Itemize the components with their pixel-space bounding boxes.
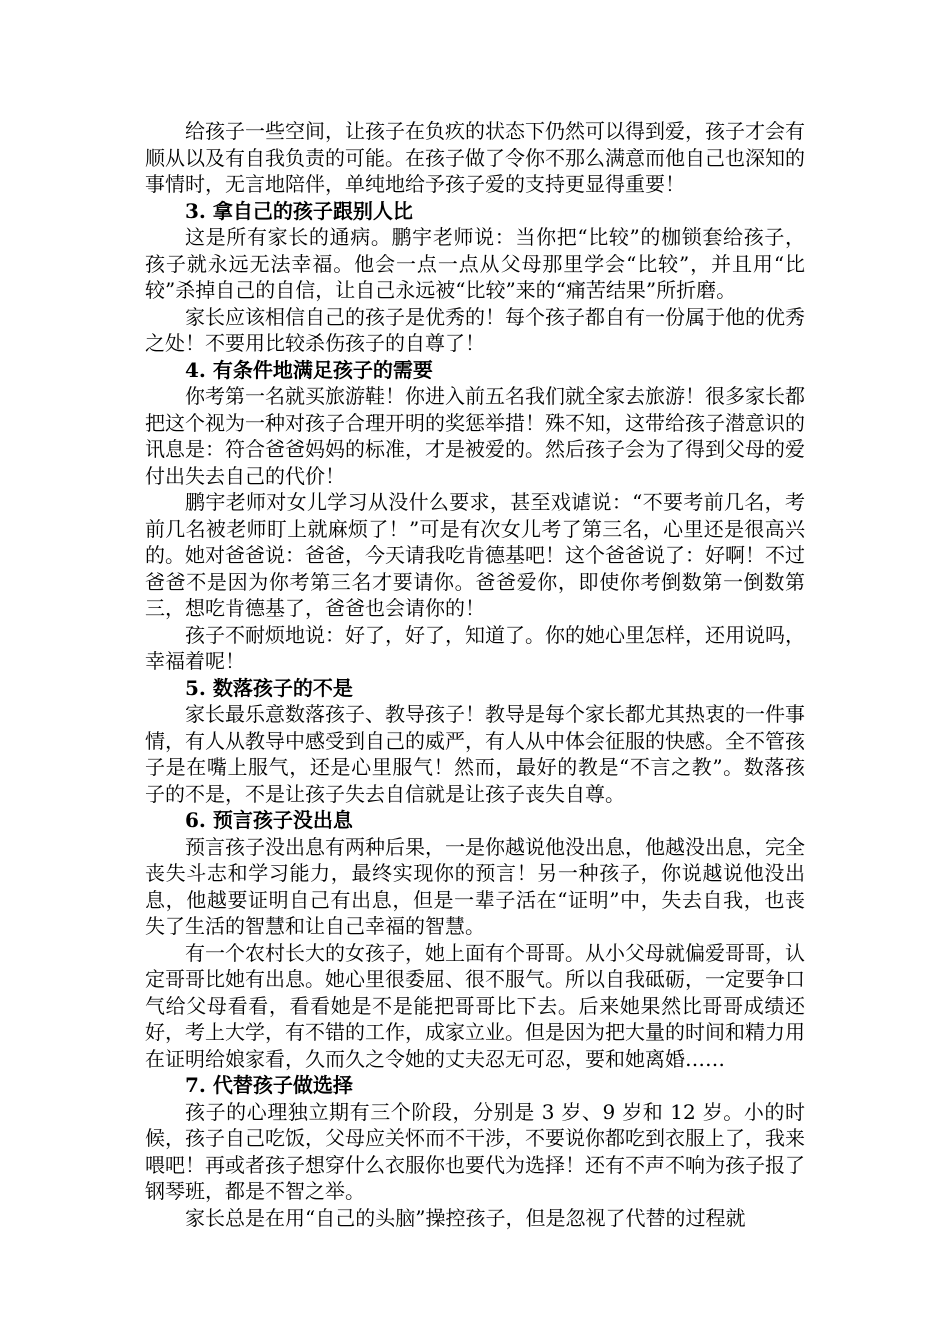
section-heading: 3. 拿自己的孩子跟别人比 xyxy=(185,198,413,223)
paragraph: 家长总是在用“自己的头脑”操控孩子，但是忽视了代替的过程就 xyxy=(185,1205,746,1230)
section-heading: 5. 数落孩子的不是 xyxy=(185,675,353,700)
paragraph: 家长应该相信自己的孩子是优秀的！每个孩子都自有一份属于他的优秀之处！不要用比较杀伤孩子的自尊了！ xyxy=(145,304,805,355)
section-heading: 7. 代替孩子做选择 xyxy=(185,1073,353,1097)
section-heading: 6. 预言孩子没出息 xyxy=(185,808,353,832)
paragraph: 给孩子一些空间，让孩子在负疚的状态下仍然可以得到爱，孩子才会有顺从以及有自我负责的可能。在孩子做了令你不那么满意而他自己也深知的事情时，无言地陪伴，单纯地给予孩子爱的支持更显得重要！ xyxy=(145,119,805,196)
paragraph: 孩子的心理独立期有三个阶段，分别是 3 岁、9 岁和 12 岁。小的时候，孩子自己吃饭，父母应关怀而不干涉，不要说你都吃到衣服上了，我来喂吧！再或者孩子想穿什么衣服你也要代为选择！还有不声不响为孩子报了钢琴班，都是不智之举。 xyxy=(145,1099,805,1203)
paragraph: 有一个农村长大的女孩子，她上面有个哥哥。从小父母就偏爱哥哥，认定哥哥比她有出息。她心里很委屈、很不服气。所以自我砥砺，一定要争口气给父母看看，看看她是不是能把哥哥比下去。后来她果然比哥哥成绩还好，考上大学，有不错的工作，成家立业。但是因为把大量的时间和精力用在证明给娘家看，久而久之令她的丈夫忍无可忍，要和她离婚…… xyxy=(145,940,805,1071)
paragraph: 这是所有家长的通病。鹏宇老师说：当你把“比较”的枷锁套给孩子，孩子就永远无法幸福。他会一点一点从父母那里学会“比较”，并且用“比较”杀掉自己的自信，让自己永远被“比较”来的“痛苦结果”所折磨。 xyxy=(145,225,805,302)
section-heading: 4. 有条件地满足孩子的需要 xyxy=(185,357,433,382)
paragraph: 鹏宇老师对女儿学习从没什么要求，甚至戏谑说：“不要考前几名，考前几名被老师盯上就麻烦了！”可是有次女儿考了第三名，心里还是很高兴的。她对爸爸说：爸爸，今天请我吃肯德基吧！这个爸爸说了：好啊！不过爸爸不是因为你考第三名才要请你。爸爸爱你，即使你考倒数第一倒数第三，想吃肯德基了，爸爸也会请你的！ xyxy=(145,490,805,620)
paragraph: 预言孩子没出息有两种后果，一是你越说他没出息，他越没出息，完全丧失斗志和学习能力，最终实现你的预言！另一种孩子，你说越说他没出息，他越要证明自己有出息，但是一辈子活在“证明”中，失去自我，也丧失了生活的智慧和让自己幸福的智慧。 xyxy=(145,834,805,938)
paragraph: 孩子不耐烦地说：好了，好了，知道了。你的她心里怎样，还用说吗，幸福着呢！ xyxy=(145,622,805,673)
paragraph: 家长最乐意数落孩子、教导孩子！教导是每个家长都尤其热衷的一件事情，有人从教导中感受到自己的威严，有人从中体会征服的快感。全不管孩子是在嘴上服气，还是心里服气！然而，最好的教是“不言之教”。数落孩子的不是，不是让孩子失去自信就是让孩子丧失自尊。 xyxy=(145,702,805,806)
document-page xyxy=(145,118,805,1231)
paragraph: 你考第一名就买旅游鞋！你进入前五名我们就全家去旅游！很多家长都把这个视为一种对孩子合理开明的奖惩举措！殊不知，这带给孩子潜意识的讯息是：符合爸爸妈妈的标准，才是被爱的。然后孩子会为了得到父母的爱付出失去自己的代价！ xyxy=(145,384,805,488)
